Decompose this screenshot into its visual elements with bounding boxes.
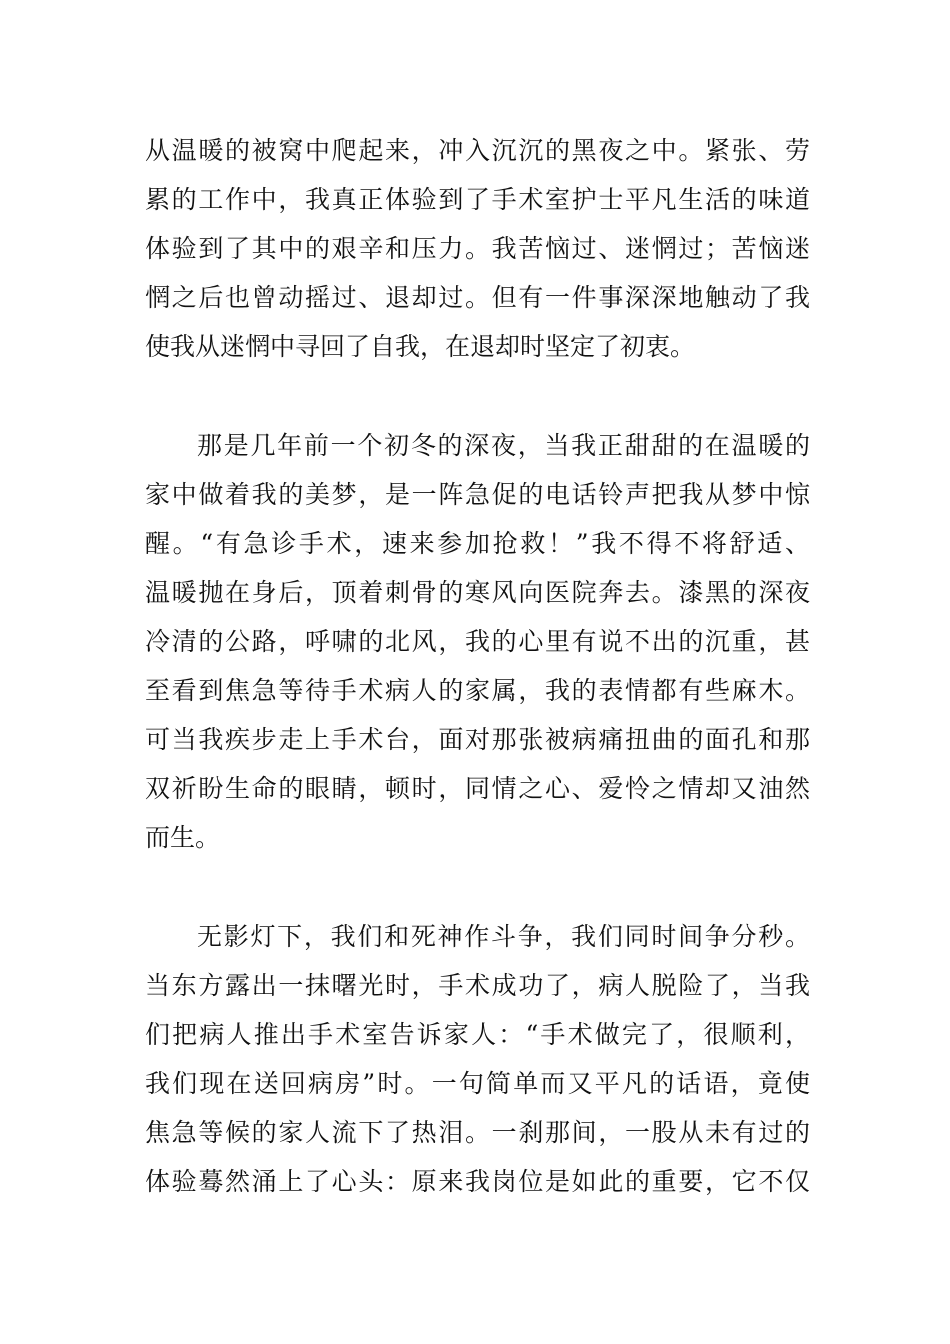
paragraph-3 bbox=[145, 912, 810, 1206]
text-line: 焦急等候的家人流下了热泪。一刹那间，一股从未有过的 bbox=[145, 1118, 810, 1147]
body-text bbox=[145, 126, 810, 1206]
paragraph-spacer bbox=[145, 371, 810, 421]
text-line: 使我从迷惘中寻回了自我，在退却时坚定了初衷。 bbox=[145, 332, 696, 361]
text-line: 醒。“有急诊手术，速来参加抢救！”我不得不将舒适、 bbox=[145, 529, 810, 558]
text-line: 们把病人推出手术室告诉家人：“手术做完了，很顺利， bbox=[145, 1020, 810, 1049]
paragraph-1 bbox=[145, 126, 810, 371]
paragraph-spacer bbox=[145, 862, 810, 912]
text-line: 体验蓦然涌上了心头：原来我岗位是如此的重要，它不仅 bbox=[145, 1167, 810, 1196]
text-line: 从温暖的被窝中爬起来，冲入沉沉的黑夜之中。紧张、劳 bbox=[145, 136, 810, 165]
text-line: 至看到焦急等待手术病人的家属，我的表情都有些麻木。 bbox=[145, 676, 810, 705]
paragraph-2 bbox=[145, 421, 810, 862]
text-line: 当东方露出一抹曙光时，手术成功了，病人脱险了，当我 bbox=[145, 971, 810, 1000]
text-line: 家中做着我的美梦，是一阵急促的电话铃声把我从梦中惊 bbox=[145, 480, 810, 509]
text-line: 可当我疾步走上手术台，面对那张被病痛扭曲的面孔和那 bbox=[145, 725, 810, 754]
text-line: 惘之后也曾动摇过、退却过。但有一件事深深地触动了我 bbox=[145, 283, 810, 312]
text-line: 那是几年前一个初冬的深夜，当我正甜甜的在温暖的 bbox=[197, 431, 810, 460]
text-line: 无影灯下，我们和死神作斗争，我们同时间争分秒。 bbox=[197, 922, 810, 951]
text-line: 我们现在送回病房”时。一句简单而又平凡的话语，竟使 bbox=[145, 1069, 810, 1098]
text-line: 体验到了其中的艰辛和压力。我苦恼过、迷惘过；苦恼迷 bbox=[145, 234, 810, 263]
text-line: 温暖抛在身后，顶着刺骨的寒风向医院奔去。漆黑的深夜 bbox=[145, 578, 810, 607]
text-line: 双祈盼生命的眼睛，顿时，同情之心、爱怜之情却又油然 bbox=[145, 774, 810, 803]
text-line: 累的工作中，我真正体验到了手术室护士平凡生活的味道 bbox=[145, 185, 810, 214]
text-line: 而生。 bbox=[145, 823, 221, 852]
text-line: 冷清的公路，呼啸的北风，我的心里有说不出的沉重，甚 bbox=[145, 627, 810, 656]
